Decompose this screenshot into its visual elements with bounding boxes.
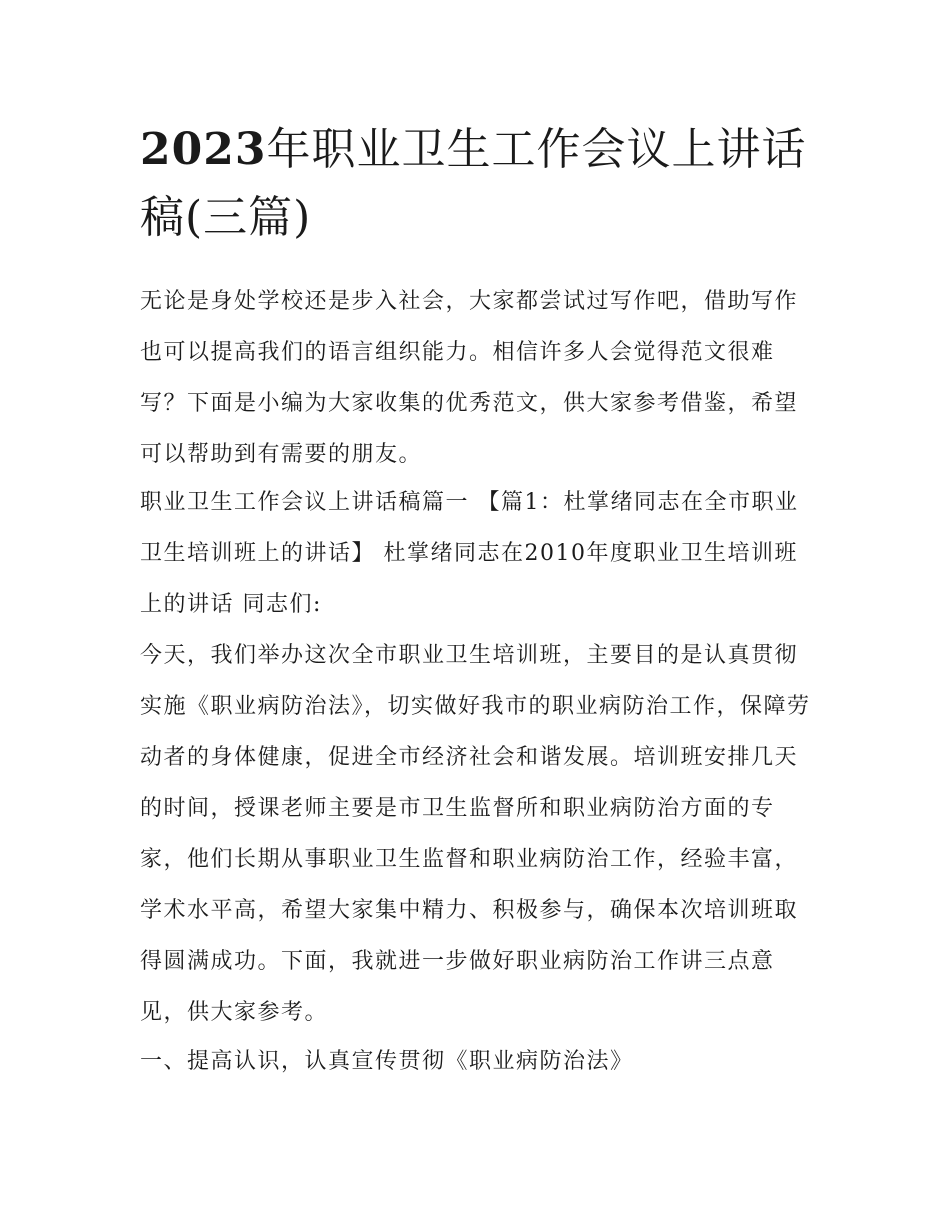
speech-opening-paragraph: 今天，我们举办这次全市职业卫生培训班，主要目的是认真贯彻实施《职业病防治法》，切实做好我市的职业病防治工作，保障劳动者的身体健康，促进全市经济社会和谐发展。培训班安排几天的时间，授课老师主要是市卫生监督所和职业病防治方面的专家，他们长期从事职业卫生监督和职业病防治工作，经验丰富，学术水平高，希望大家集中精力、积极参与，确保本次培训班取得圆满成功。下面，我就进一步做好职业病防治工作讲三点意见，供大家参考。 bbox=[140, 643, 811, 1025]
section-one-paragraph: 职业卫生工作会议上讲话稿篇一 【篇1：杜掌绪同志在全市职业卫生培训班上的讲话】 杜掌绪同志在2010年度职业卫生培训班上的讲话 同志们: bbox=[140, 490, 799, 617]
title-year: 2023 bbox=[140, 124, 267, 175]
intro-paragraph: 无论是身处学校还是步入社会，大家都尝试过写作吧，借助写作也可以提高我们的语言组织能力。相信许多人会觉得范文很难写？下面是小编为大家收集的优秀范文，供大家参考借鉴，希望可以帮助到有需要的朋友。 bbox=[140, 289, 799, 467]
section-heading-one: 一、提高认识，认真宣传贯彻《职业病防治法》 bbox=[140, 1049, 634, 1074]
document-title bbox=[140, 116, 812, 252]
title-text: 年职业卫生工作会议上讲话稿(三篇) bbox=[140, 124, 807, 243]
